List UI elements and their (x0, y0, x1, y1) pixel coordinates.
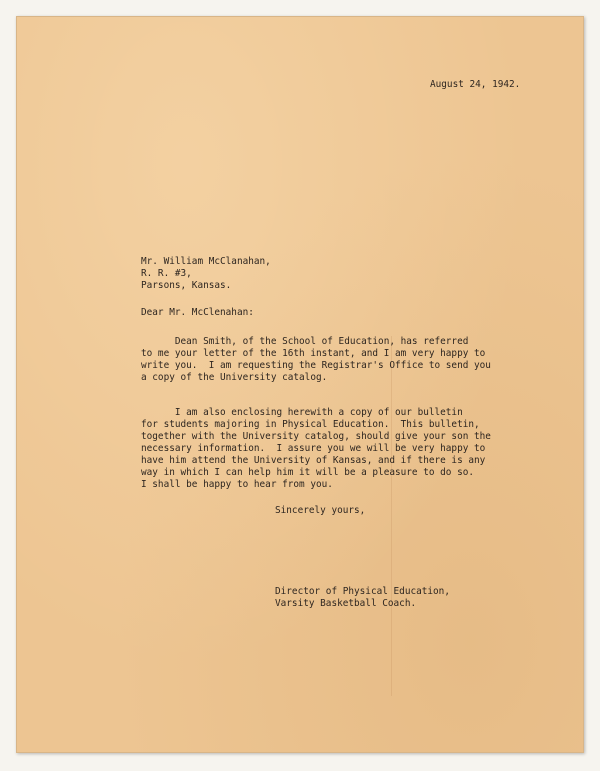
closing: Sincerely yours, (275, 505, 366, 516)
letter-page (16, 16, 584, 753)
recipient-address-line1: R. R. #3, (141, 268, 192, 279)
recipient-address (141, 256, 271, 292)
paragraph-2 (141, 407, 491, 491)
paper-crease (391, 336, 392, 696)
salutation: Dear Mr. McClenahan: (141, 307, 254, 318)
recipient-address-line2: Parsons, Kansas. (141, 280, 232, 291)
paragraph-line: for students majoring in Physical Education. This bulletin, (141, 419, 480, 430)
paragraph-line: a copy of the University catalog. (141, 372, 328, 383)
paragraph-line: to me your letter of the 16th instant, and I am very happy to (141, 348, 486, 359)
paragraph-line: I am also enclosing herewith a copy of our bulletin (141, 407, 463, 418)
letter-date: August 24, 1942. (430, 79, 521, 90)
paragraph-line: together with the University catalog, should give your son the (141, 431, 491, 442)
paragraph-line: write you. I am requesting the Registrar's Office to send you (141, 360, 491, 371)
paragraph-line: have him attend the University of Kansas, and if there is any (141, 455, 486, 466)
recipient-name: Mr. William McClanahan, (141, 256, 271, 267)
signature-title-line1: Director of Physical Education, (275, 586, 450, 597)
signature-block (275, 586, 450, 610)
paragraph-line: way in which I can help him it will be a pleasure to do so. (141, 467, 475, 478)
paragraph-line: necessary information. I assure you we will be very happy to (141, 443, 486, 454)
paragraph-line: Dean Smith, of the School of Education, has referred (141, 336, 469, 347)
signature-title-line2: Varsity Basketball Coach. (275, 598, 417, 609)
paragraph-line: I shall be happy to hear from you. (141, 479, 333, 490)
paragraph-1 (141, 336, 491, 384)
